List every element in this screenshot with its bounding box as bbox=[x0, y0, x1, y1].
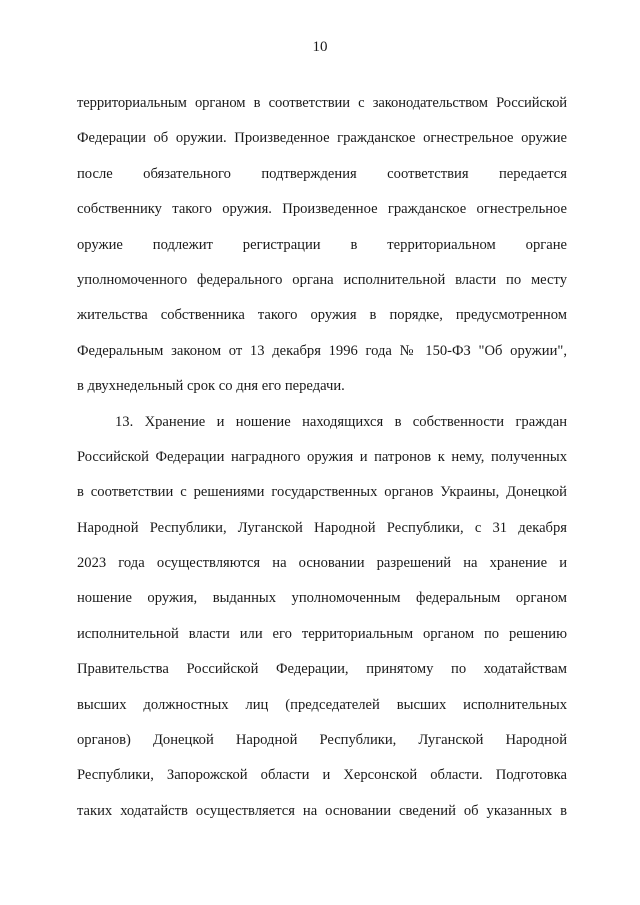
text-line: в соответствии с решениями государственных органов Украины, Донецкой bbox=[77, 484, 567, 501]
text-line: ношение оружия, выданных уполномоченным федеральным органом bbox=[77, 590, 567, 607]
paragraph-1 bbox=[77, 92, 567, 411]
text-line: после обязательного подтверждения соответствия передается bbox=[77, 165, 567, 182]
text-line: исполнительной власти или его территориальным органом по решению bbox=[77, 625, 567, 642]
text-line: оружие подлежит регистрации в территориальном органе bbox=[77, 236, 567, 253]
text-line: жительства собственника такого оружия в порядке, предусмотренном bbox=[77, 307, 567, 324]
text-line: высших должностных лиц (председателей высших исполнительных bbox=[77, 696, 567, 713]
text-line: таких ходатайств осуществляется на основании сведений об указанных в bbox=[77, 802, 567, 819]
text-line: уполномоченного федерального органа исполнительной власти по месту bbox=[77, 271, 567, 288]
text-line: Народной Республики, Луганской Народной Республики, с 31 декабря bbox=[77, 519, 567, 536]
body-text bbox=[77, 92, 567, 835]
text-line: 13. Хранение и ношение находящихся в собственности граждан bbox=[115, 413, 567, 430]
text-line: в двухнедельный срок со дня его передачи. bbox=[77, 378, 345, 395]
page-number: 10 bbox=[312, 39, 328, 55]
text-line: органов) Донецкой Народной Республики, Луганской Народной bbox=[77, 732, 567, 749]
text-line: Федерации об оружии. Произведенное гражданское огнестрельное оружие bbox=[77, 130, 567, 147]
text-line: территориальным органом в соответствии с законодательством Российской bbox=[77, 95, 567, 111]
text-line: Федеральным законом от 13 декабря 1996 года № 150-ФЗ "Об оружии", bbox=[77, 342, 567, 359]
text-line: Правительства Российской Федерации, принятому по ходатайствам bbox=[77, 661, 567, 678]
text-line: Республики, Запорожской области и Херсонской области. Подготовка bbox=[77, 767, 567, 784]
text-line: Российской Федерации наградного оружия и патронов к нему, полученных bbox=[77, 448, 567, 465]
paragraph-2 bbox=[77, 411, 567, 836]
text-line: 2023 года осуществляются на основании разрешений на хранение и bbox=[77, 555, 567, 572]
text-line: собственнику такого оружия. Произведенное гражданское огнестрельное bbox=[77, 201, 567, 218]
